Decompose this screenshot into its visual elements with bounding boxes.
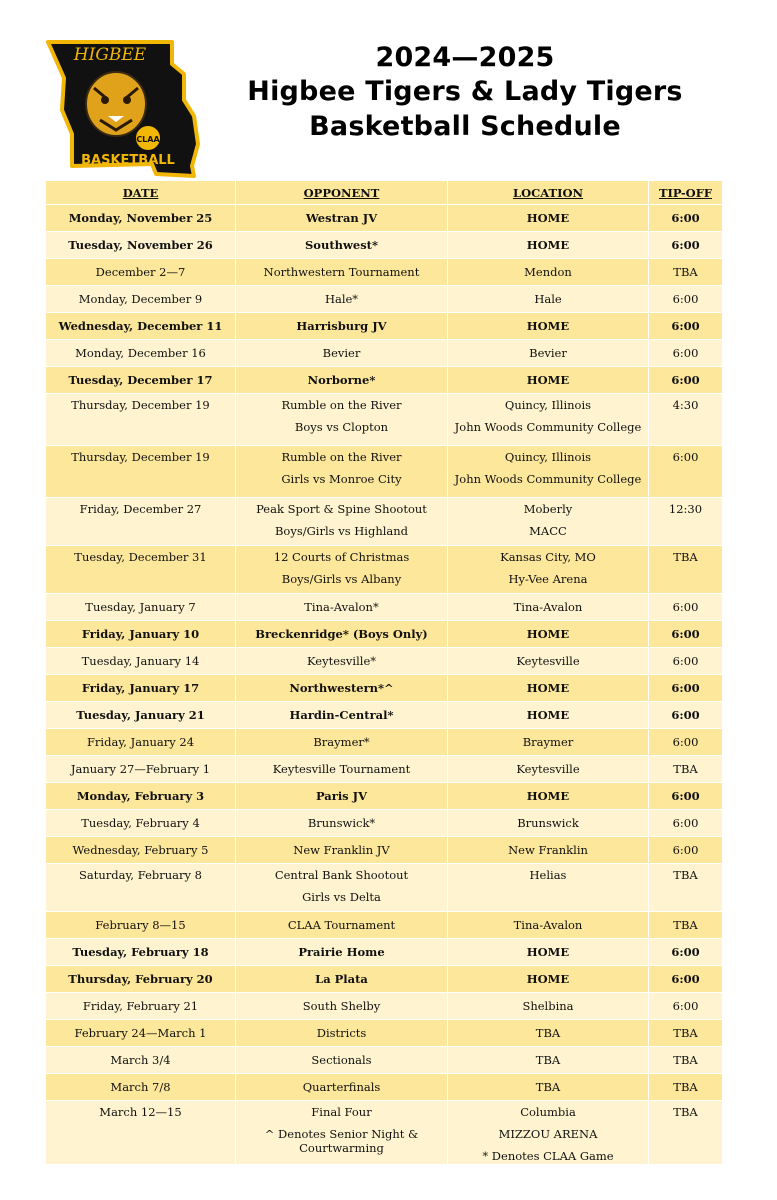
note-claa-game: * Denotes CLAA Game [482,1149,614,1163]
row-tipoff: 6:00 [649,783,723,810]
row-opponent-line: Bevier [322,346,361,360]
row-date: Thursday, December 19 [46,394,236,446]
row-location [448,864,649,912]
row-opponent [236,232,448,259]
row-date: Tuesday, January 7 [46,594,236,621]
row-location-line: HOME [526,972,570,986]
table-row [46,367,723,394]
row-opponent-line: Brunswick* [307,816,376,830]
row-date: Friday, February 21 [46,993,236,1020]
row-opponent-line: Prairie Home [298,945,385,959]
row-opponent [236,993,448,1020]
table-row [46,232,723,259]
logo-bottom-text: BASKETBALL [81,153,175,168]
season-years: 2024—2025 [375,42,555,73]
table-row [46,621,723,648]
row-location [448,756,649,783]
row-date: March 3/4 [46,1047,236,1074]
row-tipoff: 6:00 [649,205,723,232]
row-location-line: Tina-Avalon [513,918,583,932]
row-opponent-line: Tina-Avalon* [304,600,379,614]
row-date: Friday, January 17 [46,675,236,702]
row-opponent-line: South Shelby [302,999,381,1013]
row-location-line: HOME [526,945,570,959]
row-location [448,367,649,394]
row-opponent-line: Braymer* [313,735,370,749]
row-opponent [236,546,448,594]
row-location-line: Kansas City, MO [500,550,596,564]
row-opponent [236,966,448,993]
row-date: February 8—15 [46,912,236,939]
row-location-line: HOME [526,373,570,387]
row-opponent-line: Westran JV [305,211,378,225]
row-opponent [236,729,448,756]
row-date: March 7/8 [46,1074,236,1101]
table-row [46,394,723,446]
row-location-line: Helias [529,868,567,882]
row-location [448,232,649,259]
row-opponent [236,498,448,546]
row-tipoff: 6:00 [649,594,723,621]
schedule-rows [46,205,723,1165]
table-row [46,966,723,993]
row-tipoff: TBA [649,259,723,286]
row-location-line: Columbia [520,1105,576,1119]
row-location-line: HOME [526,681,570,695]
row-opponent [236,810,448,837]
row-opponent-line: Final Four [311,1105,372,1119]
table-row [46,1020,723,1047]
row-opponent-line: Peak Sport & Spine Shootout [256,502,427,516]
table-row [46,313,723,340]
row-opponent-line: Rumble on the River [281,398,402,412]
row-date: Monday, December 9 [46,286,236,313]
row-location [448,1101,649,1165]
row-location-line: MIZZOU ARENA [498,1127,598,1141]
row-tipoff: TBA [649,756,723,783]
table-row [46,1101,723,1165]
row-opponent-line: La Plata [315,972,368,986]
row-opponent-line: Rumble on the River [281,450,402,464]
row-location [448,702,649,729]
row-opponent [236,756,448,783]
row-opponent [236,1047,448,1074]
row-tipoff: TBA [649,1020,723,1047]
row-tipoff: 6:00 [649,648,723,675]
row-location-line: HOME [526,789,570,803]
table-row [46,594,723,621]
row-location [448,648,649,675]
table-row [46,1047,723,1074]
table-row [46,259,723,286]
table-row [46,864,723,912]
row-date: January 27—February 1 [46,756,236,783]
row-opponent-line: Boys/Girls vs Albany [281,572,402,586]
row-tipoff: 4:30 [649,394,723,446]
table-row [46,912,723,939]
row-opponent [236,837,448,864]
row-location [448,594,649,621]
row-tipoff: TBA [649,546,723,594]
table-row [46,205,723,232]
row-opponent [236,675,448,702]
schedule-heading: Basketball Schedule [309,111,621,142]
row-tipoff: 12:30 [649,498,723,546]
row-location [448,1020,649,1047]
row-date: Monday, November 25 [46,205,236,232]
row-location-line: TBA [535,1026,561,1040]
row-location-line: Quincy, Illinois [504,450,592,464]
row-opponent [236,702,448,729]
row-opponent [236,205,448,232]
row-date: March 12—15 [46,1101,236,1165]
row-location-line: HOME [526,627,570,641]
row-tipoff: 6:00 [649,675,723,702]
row-location-line: Tina-Avalon [513,600,583,614]
row-opponent-line: Breckenridge* (Boys Only) [255,627,428,641]
row-location-line: Hale [534,292,562,306]
row-location-line: Brunswick [517,816,579,830]
row-tipoff: 6:00 [649,232,723,259]
row-location [448,498,649,546]
row-opponent-line: Harrisburg JV [296,319,387,333]
row-location [448,1047,649,1074]
row-opponent-line: Girls vs Monroe City [281,472,402,486]
row-tipoff: 6:00 [649,286,723,313]
column-header-opponent: OPPONENT [236,181,448,205]
row-date: Monday, February 3 [46,783,236,810]
row-tipoff: 6:00 [649,939,723,966]
row-location-line: MACC [529,524,567,538]
table-row [46,939,723,966]
row-location-line: Hy-Vee Arena [508,572,588,586]
row-opponent [236,864,448,912]
row-opponent-line: Central Bank Shootout [274,868,409,882]
column-header-date: DATE [46,181,236,205]
row-location-line: Bevier [529,346,567,360]
row-date: Monday, December 16 [46,340,236,367]
table-row [46,648,723,675]
row-date: Tuesday, December 17 [46,367,236,394]
row-location [448,783,649,810]
column-header-location: LOCATION [448,181,649,205]
table-header-row [46,181,723,205]
row-date: Friday, January 10 [46,621,236,648]
row-opponent [236,1074,448,1101]
row-location-line: Moberly [523,502,573,516]
row-date: Tuesday, January 21 [46,702,236,729]
table-row [46,446,723,498]
row-tipoff: TBA [649,864,723,912]
row-location [448,340,649,367]
row-opponent-line: Quarterfinals [302,1080,381,1094]
row-opponent-line: Keytesville* [307,654,376,668]
row-location [448,729,649,756]
row-location-line: HOME [526,211,570,225]
row-location-line: TBA [535,1080,561,1094]
row-date: Wednesday, December 11 [46,313,236,340]
row-tipoff: TBA [649,1047,723,1074]
row-location [448,394,649,446]
row-location [448,313,649,340]
logo-top-text: HIGBEE [73,45,147,65]
row-location [448,621,649,648]
row-opponent [236,912,448,939]
table-row [46,498,723,546]
row-date: Tuesday, February 18 [46,939,236,966]
row-tipoff: 6:00 [649,729,723,756]
row-opponent [236,394,448,446]
row-date: Thursday, February 20 [46,966,236,993]
row-date: February 24—March 1 [46,1020,236,1047]
row-opponent [236,621,448,648]
row-location-line: Shelbina [522,999,574,1013]
row-location [448,205,649,232]
row-tipoff: 6:00 [649,702,723,729]
row-date: Tuesday, February 4 [46,810,236,837]
row-location-line: Braymer [522,735,574,749]
note-senior-night: ^ Denotes Senior Night & Courtwarming [264,1127,419,1155]
row-opponent-line: Northwestern Tournament [263,265,420,279]
row-tipoff: TBA [649,912,723,939]
row-tipoff: TBA [649,1074,723,1101]
row-tipoff: 6:00 [649,367,723,394]
row-opponent [236,286,448,313]
table-row [46,702,723,729]
table-row [46,286,723,313]
table-row [46,546,723,594]
row-opponent [236,648,448,675]
row-opponent-line: Keytesville Tournament [272,762,411,776]
table-row [46,783,723,810]
row-date: Tuesday, January 14 [46,648,236,675]
row-tipoff: TBA [649,1101,723,1165]
row-date: Tuesday, December 31 [46,546,236,594]
row-tipoff: 6:00 [649,621,723,648]
row-opponent-line: CLAA Tournament [287,918,396,932]
row-date: Friday, December 27 [46,498,236,546]
row-opponent-line: Paris JV [315,789,368,803]
row-location-line: John Woods Community College [454,420,642,434]
table-row [46,1074,723,1101]
row-opponent-line: Northwestern*^ [289,681,394,695]
row-opponent-line: Districts [316,1026,367,1040]
row-location [448,810,649,837]
row-opponent-line: 12 Courts of Christmas [273,550,410,564]
row-opponent [236,367,448,394]
logo-ball-text: CLAA [136,135,160,144]
row-location-line: Keytesville [516,654,580,668]
row-tipoff: 6:00 [649,966,723,993]
row-opponent [236,340,448,367]
higbee-basketball-logo [44,38,202,178]
schedule-title [220,42,710,142]
row-tipoff: 6:00 [649,313,723,340]
row-opponent-line: Norborne* [307,373,376,387]
row-date: Saturday, February 8 [46,864,236,912]
row-location [448,259,649,286]
row-opponent [236,594,448,621]
row-location [448,675,649,702]
row-location [448,993,649,1020]
row-date: December 2—7 [46,259,236,286]
row-location [448,837,649,864]
table-row [46,837,723,864]
row-opponent-line: Boys vs Clopton [294,420,389,434]
table-row [46,756,723,783]
row-date: Tuesday, November 26 [46,232,236,259]
row-opponent [236,783,448,810]
row-location [448,1074,649,1101]
table-row [46,340,723,367]
table-row [46,810,723,837]
row-opponent [236,313,448,340]
row-tipoff: 6:00 [649,446,723,498]
row-location-line: Keytesville [516,762,580,776]
row-date: Wednesday, February 5 [46,837,236,864]
row-location [448,286,649,313]
row-location-line: New Franklin [508,843,588,857]
row-location [448,446,649,498]
row-location-line: John Woods Community College [454,472,642,486]
team-name: Higbee Tigers & Lady Tigers [247,76,683,107]
table-row [46,675,723,702]
row-location [448,966,649,993]
row-opponent [236,1020,448,1047]
row-opponent-line: Hardin-Central* [289,708,394,722]
row-location-line: HOME [526,708,570,722]
row-opponent [236,259,448,286]
row-opponent-line: Hale* [324,292,359,306]
row-location [448,546,649,594]
row-location [448,912,649,939]
row-opponent-line: Southwest* [304,238,379,252]
row-location [448,939,649,966]
row-opponent-line: Girls vs Delta [302,890,381,904]
row-tipoff: 6:00 [649,810,723,837]
row-date: Friday, January 24 [46,729,236,756]
table-row [46,993,723,1020]
row-opponent [236,1101,448,1165]
row-tipoff: 6:00 [649,837,723,864]
row-opponent-line: Boys/Girls vs Highland [274,524,409,538]
row-opponent [236,939,448,966]
table-row [46,729,723,756]
row-location-line: TBA [535,1053,561,1067]
row-opponent-line: Sectionals [311,1053,372,1067]
row-tipoff: 6:00 [649,340,723,367]
row-opponent-line: New Franklin JV [293,843,390,857]
row-date: Thursday, December 19 [46,446,236,498]
row-opponent [236,446,448,498]
column-header-tipoff: TIP-OFF [649,181,723,205]
row-location-line: HOME [526,238,570,252]
row-location-line: HOME [526,319,570,333]
row-location-line: Quincy, Illinois [504,398,592,412]
schedule-table [45,180,723,1165]
row-tipoff: 6:00 [649,993,723,1020]
row-location-line: Mendon [524,265,572,279]
